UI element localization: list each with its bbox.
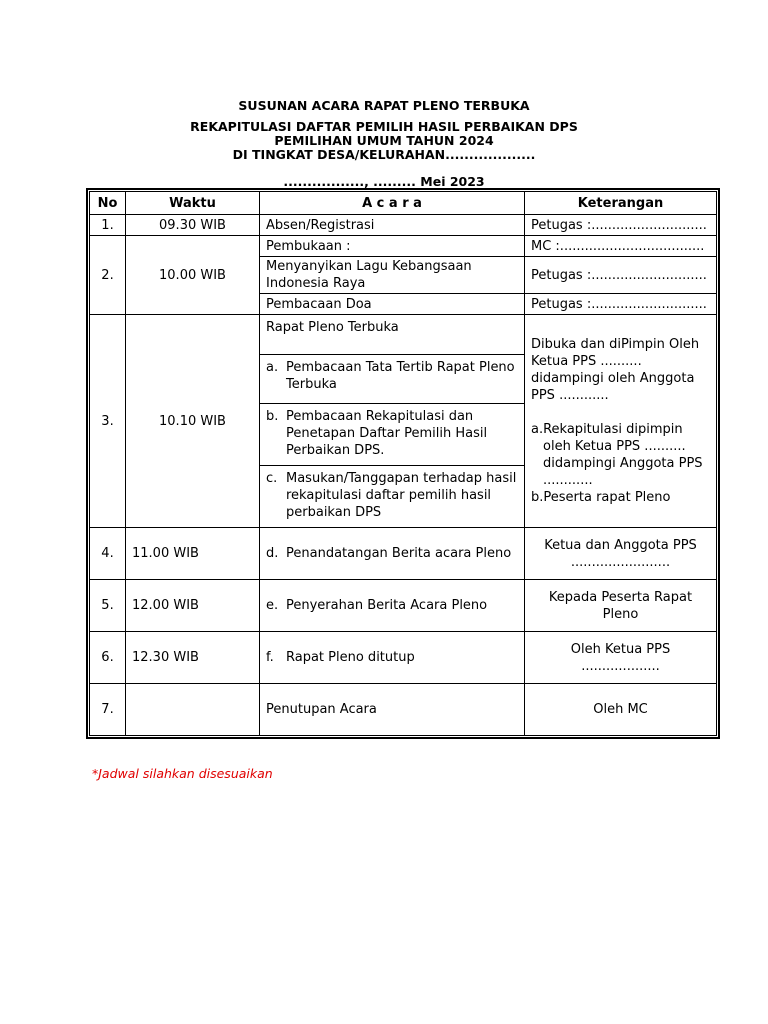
cell-acara bbox=[260, 528, 525, 580]
cell-acara: Penutupan Acara bbox=[260, 684, 525, 736]
cell-waktu bbox=[126, 684, 260, 736]
header-waktu: Waktu bbox=[126, 192, 260, 215]
cell-no: 6. bbox=[90, 632, 126, 684]
ket-line: didampingi oleh Anggota PPS ............ bbox=[531, 371, 695, 403]
cell-acara: Absen/Registrasi bbox=[260, 215, 525, 236]
cell-no: 7. bbox=[90, 684, 126, 736]
item-text: Penandatangan Berita acara Pleno bbox=[286, 546, 512, 561]
ket-line: ............ bbox=[543, 473, 593, 488]
cell-acara: Pembukaan : bbox=[260, 236, 525, 257]
cell-keterangan: Oleh MC bbox=[525, 684, 717, 736]
doc-date: ................., ......... Mei 2023 bbox=[283, 174, 485, 189]
cell-acara: Pembacaan Doa bbox=[260, 294, 525, 315]
table-row bbox=[90, 215, 717, 236]
acara-item bbox=[260, 404, 524, 466]
table-row bbox=[90, 236, 717, 257]
table-row bbox=[90, 684, 717, 736]
cell-keterangan: Petugas :............................ bbox=[525, 215, 717, 236]
cell-acara-group bbox=[260, 315, 525, 528]
ket-line: a.Rekapitulasi dipimpin bbox=[531, 422, 683, 437]
item-text: Penyerahan Berita Acara Pleno bbox=[286, 598, 488, 613]
cell-waktu: 12.30 WIB bbox=[126, 632, 260, 684]
cell-waktu: 09.30 WIB bbox=[126, 215, 260, 236]
ket-line: oleh Ketua PPS .......... bbox=[543, 439, 686, 454]
cell-keterangan bbox=[525, 315, 717, 528]
cell-keterangan: MC :................................... bbox=[525, 236, 717, 257]
table-row bbox=[90, 528, 717, 580]
cell-keterangan: Petugas :............................ bbox=[525, 294, 717, 315]
table-row bbox=[90, 315, 717, 528]
item-label: a. bbox=[266, 360, 279, 375]
cell-no: 2. bbox=[90, 236, 126, 315]
cell-keterangan: Oleh Ketua PPS ................... bbox=[525, 632, 717, 684]
item-text: Rapat Pleno ditutup bbox=[286, 650, 415, 665]
cell-acara bbox=[260, 632, 525, 684]
item-text: Masukan/Tanggapan terhadap hasil rekapitulasi daftar pemilih hasil perbaikan DPS bbox=[286, 471, 517, 520]
cell-waktu: 10.10 WIB bbox=[126, 315, 260, 528]
header-acara: A c a r a bbox=[260, 192, 525, 215]
cell-waktu: 11.00 WIB bbox=[126, 528, 260, 580]
acara-item bbox=[260, 466, 524, 527]
cell-keterangan: Petugas :............................ bbox=[525, 257, 717, 294]
acara-item bbox=[260, 355, 524, 404]
cell-waktu: 12.00 WIB bbox=[126, 580, 260, 632]
cell-acara: Menyanyikan Lagu Kebangsaan Indonesia Raya bbox=[260, 257, 525, 294]
cell-no: 4. bbox=[90, 528, 126, 580]
ket-line: b.Peserta rapat Pleno bbox=[531, 490, 671, 505]
table-row bbox=[90, 580, 717, 632]
doc-subtitle-pemilu: PEMILIHAN UMUM TAHUN 2024 bbox=[274, 133, 494, 148]
cell-keterangan: Kepada Peserta Rapat Pleno bbox=[525, 580, 717, 632]
doc-title: SUSUNAN ACARA RAPAT PLENO TERBUKA bbox=[238, 98, 530, 113]
item-text: Pembacaan Rekapitulasi dan Penetapan Daftar Pemilih Hasil Perbaikan DPS. bbox=[286, 409, 488, 458]
item-text: Pembacaan Tata Tertib Rapat Pleno Terbuka bbox=[286, 360, 515, 392]
cell-no: 3. bbox=[90, 315, 126, 528]
ket-line: Dibuka dan diPimpin Oleh Ketua PPS .......... bbox=[531, 337, 700, 369]
item-label: d. bbox=[266, 546, 279, 561]
item-label: c. bbox=[266, 471, 278, 486]
item-label: f. bbox=[266, 650, 274, 665]
schedule-table bbox=[89, 191, 717, 736]
cell-waktu: 10.00 WIB bbox=[126, 236, 260, 315]
footnote: *Jadwal silahkan disesuaikan bbox=[92, 766, 273, 781]
header-no: No bbox=[90, 192, 126, 215]
doc-subtitle-rekapitulasi: REKAPITULASI DAFTAR PEMILIH HASIL PERBAIKAN DPS bbox=[190, 119, 578, 134]
cell-no: 5. bbox=[90, 580, 126, 632]
header-keterangan: Keterangan bbox=[525, 192, 717, 215]
doc-subtitle-desa: DI TINGKAT DESA/KELURAHAN................... bbox=[232, 147, 536, 162]
table-row bbox=[90, 632, 717, 684]
ket-line: didampingi Anggota PPS bbox=[543, 456, 703, 471]
table-header-row bbox=[90, 192, 717, 215]
item-label: b. bbox=[266, 409, 279, 424]
acara-title: Rapat Pleno Terbuka bbox=[260, 315, 524, 355]
cell-acara bbox=[260, 580, 525, 632]
cell-no: 1. bbox=[90, 215, 126, 236]
item-label: e. bbox=[266, 598, 279, 613]
cell-keterangan: Ketua dan Anggota PPS ........................ bbox=[525, 528, 717, 580]
